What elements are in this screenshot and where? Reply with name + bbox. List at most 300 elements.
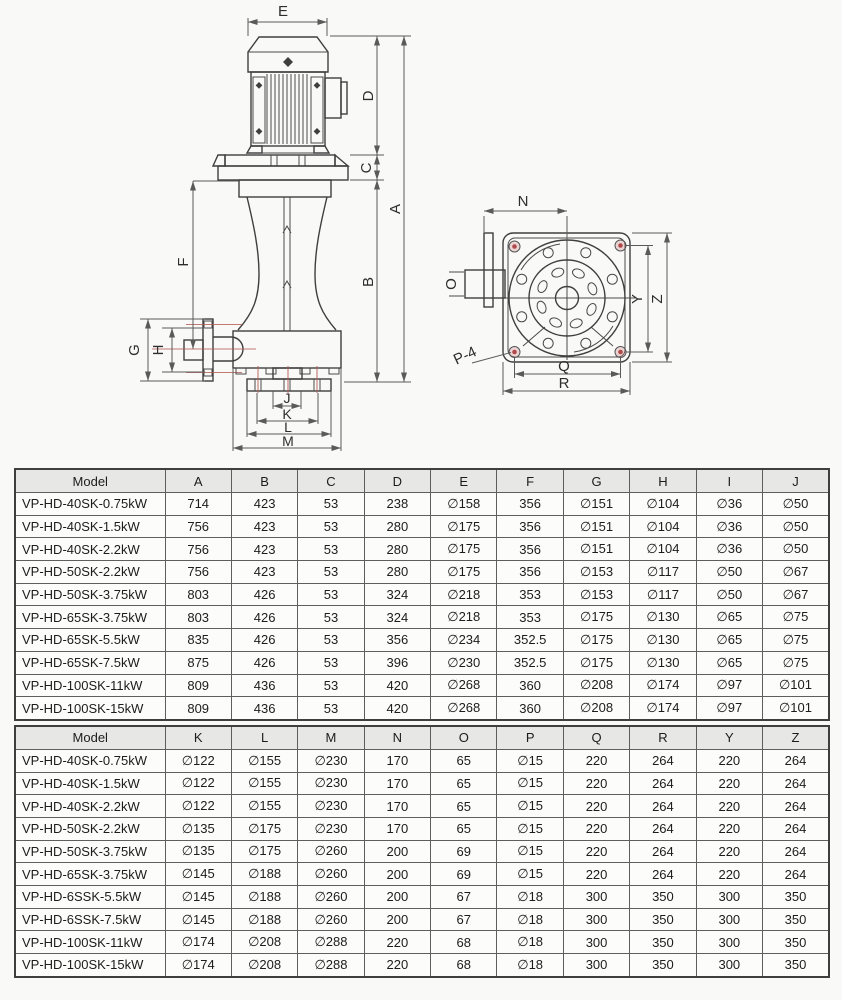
mounting-plate-drawing <box>213 155 348 197</box>
value-cell: ∅145 <box>165 908 231 931</box>
value-cell: 170 <box>364 817 430 840</box>
model-cell: VP-HD-65SK-7.5kW <box>15 651 165 674</box>
value-cell: 53 <box>298 515 364 538</box>
table-row <box>15 749 829 772</box>
table-row <box>15 772 829 795</box>
discharge-pipe-plan <box>449 233 505 307</box>
dim-label-q: Q <box>558 358 570 375</box>
column-header: H <box>630 469 696 493</box>
value-cell: 264 <box>763 840 829 863</box>
column-header: O <box>431 726 497 750</box>
value-cell: 264 <box>630 795 696 818</box>
value-cell: 426 <box>231 651 297 674</box>
value-cell: ∅188 <box>231 886 297 909</box>
value-cell: ∅260 <box>298 886 364 909</box>
value-cell: 170 <box>364 795 430 818</box>
value-cell: ∅75 <box>763 651 829 674</box>
dim-label-p4: P-4 <box>450 343 480 369</box>
value-cell: ∅208 <box>563 697 629 720</box>
dim-label-e: E <box>277 3 289 20</box>
value-cell: 300 <box>563 908 629 931</box>
value-cell: ∅174 <box>630 697 696 720</box>
table-row <box>15 697 829 720</box>
value-cell: 426 <box>231 606 297 629</box>
column-header: D <box>364 469 430 493</box>
fan-cover-bolt-icon <box>283 57 293 67</box>
dim-label-z: Z <box>649 294 666 304</box>
pump-side-view-drawing <box>95 0 425 466</box>
value-cell: ∅175 <box>431 515 497 538</box>
value-cell: 53 <box>298 629 364 652</box>
value-cell: 350 <box>763 931 829 954</box>
value-cell: 420 <box>364 697 430 720</box>
motor-fins <box>267 74 307 144</box>
value-cell: ∅208 <box>563 674 629 697</box>
value-cell: 264 <box>630 772 696 795</box>
value-cell: ∅18 <box>497 954 563 977</box>
dimension-p4 <box>451 343 511 368</box>
value-cell: ∅288 <box>298 954 364 977</box>
value-cell: ∅18 <box>497 931 563 954</box>
model-cell: VP-HD-50SK-3.75kW <box>15 840 165 863</box>
model-cell: VP-HD-100SK-11kW <box>15 931 165 954</box>
value-cell: 714 <box>165 493 231 516</box>
table-row <box>15 886 829 909</box>
column-header: Q <box>563 726 629 750</box>
value-cell: 220 <box>696 772 762 795</box>
table-row <box>15 863 829 886</box>
value-cell: 756 <box>165 515 231 538</box>
value-cell: 803 <box>165 583 231 606</box>
model-cell: VP-HD-40SK-1.5kW <box>15 772 165 795</box>
value-cell: 200 <box>364 840 430 863</box>
value-cell: 426 <box>231 583 297 606</box>
value-cell: 756 <box>165 561 231 584</box>
model-cell: VP-HD-50SK-2.2kW <box>15 817 165 840</box>
value-cell: 426 <box>231 629 297 652</box>
table-row <box>15 908 829 931</box>
value-cell: ∅260 <box>298 908 364 931</box>
value-cell: ∅175 <box>231 817 297 840</box>
column-header: F <box>497 469 563 493</box>
value-cell: ∅101 <box>763 674 829 697</box>
value-cell: ∅122 <box>165 795 231 818</box>
header-row <box>15 726 829 750</box>
value-cell: ∅268 <box>431 674 497 697</box>
value-cell: 220 <box>364 954 430 977</box>
value-cell: ∅218 <box>431 583 497 606</box>
model-cell: VP-HD-65SK-5.5kW <box>15 629 165 652</box>
table-row <box>15 931 829 954</box>
column-header: L <box>231 726 297 750</box>
table-row <box>15 538 829 561</box>
model-cell: VP-HD-65SK-3.75kW <box>15 606 165 629</box>
value-cell: ∅260 <box>298 863 364 886</box>
value-cell: ∅130 <box>630 629 696 652</box>
dim-label-c: C <box>358 162 375 174</box>
value-cell: ∅15 <box>497 863 563 886</box>
model-cell: VP-HD-40SK-1.5kW <box>15 515 165 538</box>
table-row <box>15 954 829 977</box>
value-cell: ∅15 <box>497 749 563 772</box>
value-cell: ∅36 <box>696 493 762 516</box>
value-cell: 350 <box>763 886 829 909</box>
value-cell: 300 <box>696 908 762 931</box>
header-row <box>15 469 829 493</box>
dimension-table-a-to-j <box>14 468 830 721</box>
value-cell: 220 <box>696 840 762 863</box>
value-cell: 436 <box>231 674 297 697</box>
value-cell: ∅75 <box>763 606 829 629</box>
dim-label-d: D <box>360 90 377 102</box>
value-cell: ∅208 <box>231 954 297 977</box>
value-cell: 53 <box>298 674 364 697</box>
column-header: C <box>298 469 364 493</box>
value-cell: 803 <box>165 606 231 629</box>
value-cell: ∅188 <box>231 908 297 931</box>
model-cell: VP-HD-100SK-15kW <box>15 954 165 977</box>
value-cell: 200 <box>364 863 430 886</box>
column-header: M <box>298 726 364 750</box>
model-cell: VP-HD-40SK-2.2kW <box>15 538 165 561</box>
value-cell: ∅230 <box>431 651 497 674</box>
value-cell: ∅15 <box>497 817 563 840</box>
value-cell: 423 <box>231 515 297 538</box>
dimension-table-k-to-z <box>14 725 830 978</box>
value-cell: ∅174 <box>165 931 231 954</box>
dim-label-f: F <box>175 257 192 267</box>
value-cell: ∅151 <box>563 538 629 561</box>
value-cell: ∅174 <box>165 954 231 977</box>
dim-label-l: L <box>284 419 292 435</box>
value-cell: 809 <box>165 697 231 720</box>
value-cell: ∅218 <box>431 606 497 629</box>
value-cell: 264 <box>630 749 696 772</box>
value-cell: 350 <box>630 908 696 931</box>
table-row <box>15 629 829 652</box>
value-cell: ∅65 <box>696 629 762 652</box>
value-cell: 280 <box>364 515 430 538</box>
dim-label-g: G <box>126 344 143 356</box>
column-header: P <box>497 726 563 750</box>
value-cell: 220 <box>364 931 430 954</box>
dim-label-o: O <box>443 278 460 290</box>
bolt-hole-icon <box>509 241 520 252</box>
value-cell: 65 <box>431 795 497 818</box>
value-cell: ∅208 <box>231 931 297 954</box>
value-cell: ∅15 <box>497 772 563 795</box>
value-cell: 353 <box>497 606 563 629</box>
pump-top-view-drawing <box>425 180 705 415</box>
value-cell: ∅155 <box>231 749 297 772</box>
value-cell: 220 <box>696 817 762 840</box>
value-cell: 53 <box>298 583 364 606</box>
column-header: J <box>763 469 829 493</box>
value-cell: ∅135 <box>165 840 231 863</box>
column-header: Model <box>15 469 165 493</box>
value-cell: ∅50 <box>763 515 829 538</box>
value-cell: 436 <box>231 697 297 720</box>
flange-face-drawing <box>500 236 636 360</box>
column-header: Model <box>15 726 165 750</box>
value-cell: ∅135 <box>165 817 231 840</box>
value-cell: 238 <box>364 493 430 516</box>
value-cell: ∅104 <box>630 493 696 516</box>
value-cell: 353 <box>497 583 563 606</box>
table-row <box>15 840 829 863</box>
value-cell: 356 <box>497 538 563 561</box>
value-cell: 220 <box>563 840 629 863</box>
value-cell: 220 <box>563 795 629 818</box>
value-cell: 360 <box>497 674 563 697</box>
value-cell: ∅104 <box>630 538 696 561</box>
value-cell: ∅67 <box>763 583 829 606</box>
value-cell: 69 <box>431 863 497 886</box>
dimension-o <box>443 278 460 290</box>
value-cell: ∅36 <box>696 515 762 538</box>
value-cell: 423 <box>231 561 297 584</box>
value-cell: 324 <box>364 606 430 629</box>
value-cell: 220 <box>696 795 762 818</box>
value-cell: ∅50 <box>763 493 829 516</box>
value-cell: ∅234 <box>431 629 497 652</box>
value-cell: 65 <box>431 749 497 772</box>
model-cell: VP-HD-65SK-3.75kW <box>15 863 165 886</box>
value-cell: 220 <box>563 863 629 886</box>
value-cell: 756 <box>165 538 231 561</box>
value-cell: ∅155 <box>231 795 297 818</box>
value-cell: ∅130 <box>630 651 696 674</box>
column-header: G <box>563 469 629 493</box>
column-header: N <box>364 726 430 750</box>
value-cell: 67 <box>431 908 497 931</box>
value-cell: 264 <box>763 863 829 886</box>
value-cell: ∅15 <box>497 795 563 818</box>
value-cell: 264 <box>763 749 829 772</box>
value-cell: ∅175 <box>431 561 497 584</box>
value-cell: 280 <box>364 538 430 561</box>
dim-label-a: A <box>387 203 404 215</box>
table-row <box>15 651 829 674</box>
value-cell: ∅117 <box>630 561 696 584</box>
value-cell: 67 <box>431 886 497 909</box>
value-cell: ∅97 <box>696 674 762 697</box>
model-cell: VP-HD-6SSK-7.5kW <box>15 908 165 931</box>
value-cell: 835 <box>165 629 231 652</box>
value-cell: ∅158 <box>431 493 497 516</box>
value-cell: 350 <box>630 954 696 977</box>
dim-label-b: B <box>360 276 377 288</box>
value-cell: 53 <box>298 697 364 720</box>
value-cell: 300 <box>696 954 762 977</box>
value-cell: ∅188 <box>231 863 297 886</box>
column-header: K <box>165 726 231 750</box>
value-cell: ∅65 <box>696 606 762 629</box>
value-cell: 53 <box>298 606 364 629</box>
value-cell: ∅174 <box>630 674 696 697</box>
value-cell: 420 <box>364 674 430 697</box>
value-cell: 360 <box>497 697 563 720</box>
value-cell: 220 <box>563 772 629 795</box>
value-cell: ∅153 <box>563 583 629 606</box>
value-cell: 220 <box>696 749 762 772</box>
value-cell: ∅50 <box>696 561 762 584</box>
value-cell: 352.5 <box>497 629 563 652</box>
value-cell: ∅101 <box>763 697 829 720</box>
table-row <box>15 795 829 818</box>
value-cell: ∅175 <box>563 651 629 674</box>
table-row <box>15 515 829 538</box>
value-cell: ∅145 <box>165 863 231 886</box>
model-cell: VP-HD-40SK-0.75kW <box>15 493 165 516</box>
column-header: I <box>696 469 762 493</box>
value-cell: 264 <box>630 863 696 886</box>
dimension-right-stack <box>330 36 411 382</box>
value-cell: ∅175 <box>563 606 629 629</box>
value-cell: 300 <box>563 954 629 977</box>
value-cell: ∅151 <box>563 515 629 538</box>
value-cell: 356 <box>497 515 563 538</box>
technical-drawings <box>0 0 842 466</box>
value-cell: 423 <box>231 538 297 561</box>
value-cell: ∅230 <box>298 817 364 840</box>
value-cell: 809 <box>165 674 231 697</box>
dim-label-h: H <box>150 344 167 356</box>
value-cell: 264 <box>630 817 696 840</box>
value-cell: ∅268 <box>431 697 497 720</box>
bolt-hole-icon <box>615 347 626 358</box>
value-cell: ∅65 <box>696 651 762 674</box>
value-cell: 356 <box>364 629 430 652</box>
value-cell: 220 <box>563 817 629 840</box>
dim-label-y: Y <box>629 293 646 305</box>
value-cell: ∅130 <box>630 606 696 629</box>
value-cell: 264 <box>763 772 829 795</box>
value-cell: 356 <box>497 493 563 516</box>
value-cell: 300 <box>563 886 629 909</box>
value-cell: 68 <box>431 931 497 954</box>
value-cell: ∅15 <box>497 840 563 863</box>
value-cell: 300 <box>563 931 629 954</box>
value-cell: ∅230 <box>298 772 364 795</box>
value-cell: ∅230 <box>298 749 364 772</box>
value-cell: 423 <box>231 493 297 516</box>
value-cell: 220 <box>696 863 762 886</box>
column-header: Z <box>763 726 829 750</box>
value-cell: ∅104 <box>630 515 696 538</box>
table-row <box>15 817 829 840</box>
value-cell: ∅175 <box>563 629 629 652</box>
bolt-hole-icon <box>509 347 520 358</box>
value-cell: 396 <box>364 651 430 674</box>
value-cell: ∅153 <box>563 561 629 584</box>
value-cell: 356 <box>497 561 563 584</box>
column-header: R <box>630 726 696 750</box>
column-header: B <box>231 469 297 493</box>
value-cell: 352.5 <box>497 651 563 674</box>
dim-label-r: R <box>558 375 570 392</box>
value-cell: ∅97 <box>696 697 762 720</box>
value-cell: 53 <box>298 561 364 584</box>
pump-column-drawing <box>238 197 336 331</box>
value-cell: 53 <box>298 493 364 516</box>
column-header: E <box>431 469 497 493</box>
value-cell: 200 <box>364 908 430 931</box>
value-cell: 65 <box>431 817 497 840</box>
value-cell: 324 <box>364 583 430 606</box>
value-cell: 280 <box>364 561 430 584</box>
value-cell: 170 <box>364 749 430 772</box>
model-cell: VP-HD-100SK-15kW <box>15 697 165 720</box>
model-cell: VP-HD-50SK-3.75kW <box>15 583 165 606</box>
value-cell: ∅145 <box>165 886 231 909</box>
value-cell: 350 <box>630 886 696 909</box>
value-cell: ∅122 <box>165 772 231 795</box>
column-header: Y <box>696 726 762 750</box>
dimension-bottom-stack <box>233 368 341 451</box>
column-header: A <box>165 469 231 493</box>
dim-label-k: K <box>282 406 292 422</box>
value-cell: ∅18 <box>497 908 563 931</box>
value-cell: 53 <box>298 538 364 561</box>
value-cell: 53 <box>298 651 364 674</box>
value-cell: 350 <box>630 931 696 954</box>
value-cell: ∅36 <box>696 538 762 561</box>
dim-label-m: M <box>282 433 294 449</box>
value-cell: 264 <box>630 840 696 863</box>
dim-label-n: N <box>517 193 529 210</box>
value-cell: 68 <box>431 954 497 977</box>
value-cell: ∅288 <box>298 931 364 954</box>
table-row <box>15 493 829 516</box>
value-cell: 300 <box>696 931 762 954</box>
value-cell: ∅155 <box>231 772 297 795</box>
dimension-e <box>248 3 327 36</box>
value-cell: ∅18 <box>497 886 563 909</box>
model-cell: VP-HD-50SK-2.2kW <box>15 561 165 584</box>
terminal-box <box>325 78 341 118</box>
value-cell: ∅151 <box>563 493 629 516</box>
value-cell: 170 <box>364 772 430 795</box>
value-cell: 350 <box>763 954 829 977</box>
value-cell: 875 <box>165 651 231 674</box>
value-cell: ∅175 <box>431 538 497 561</box>
value-cell: 69 <box>431 840 497 863</box>
dim-label-j: J <box>283 390 291 406</box>
value-cell: ∅67 <box>763 561 829 584</box>
bolt-hole-icon <box>615 240 626 251</box>
dimension-left-stack <box>126 181 240 381</box>
value-cell: ∅230 <box>298 795 364 818</box>
value-cell: 264 <box>763 795 829 818</box>
motor-drawing <box>247 37 347 153</box>
value-cell: ∅50 <box>763 538 829 561</box>
value-cell: ∅122 <box>165 749 231 772</box>
model-cell: VP-HD-100SK-11kW <box>15 674 165 697</box>
table-row <box>15 606 829 629</box>
value-cell: ∅260 <box>298 840 364 863</box>
model-cell: VP-HD-40SK-2.2kW <box>15 795 165 818</box>
model-cell: VP-HD-40SK-0.75kW <box>15 749 165 772</box>
model-cell: VP-HD-6SSK-5.5kW <box>15 886 165 909</box>
value-cell: ∅75 <box>763 629 829 652</box>
shaft-lines <box>284 197 290 331</box>
table-row <box>15 561 829 584</box>
table-row <box>15 674 829 697</box>
value-cell: ∅50 <box>696 583 762 606</box>
value-cell: 350 <box>763 908 829 931</box>
value-cell: 220 <box>563 749 629 772</box>
